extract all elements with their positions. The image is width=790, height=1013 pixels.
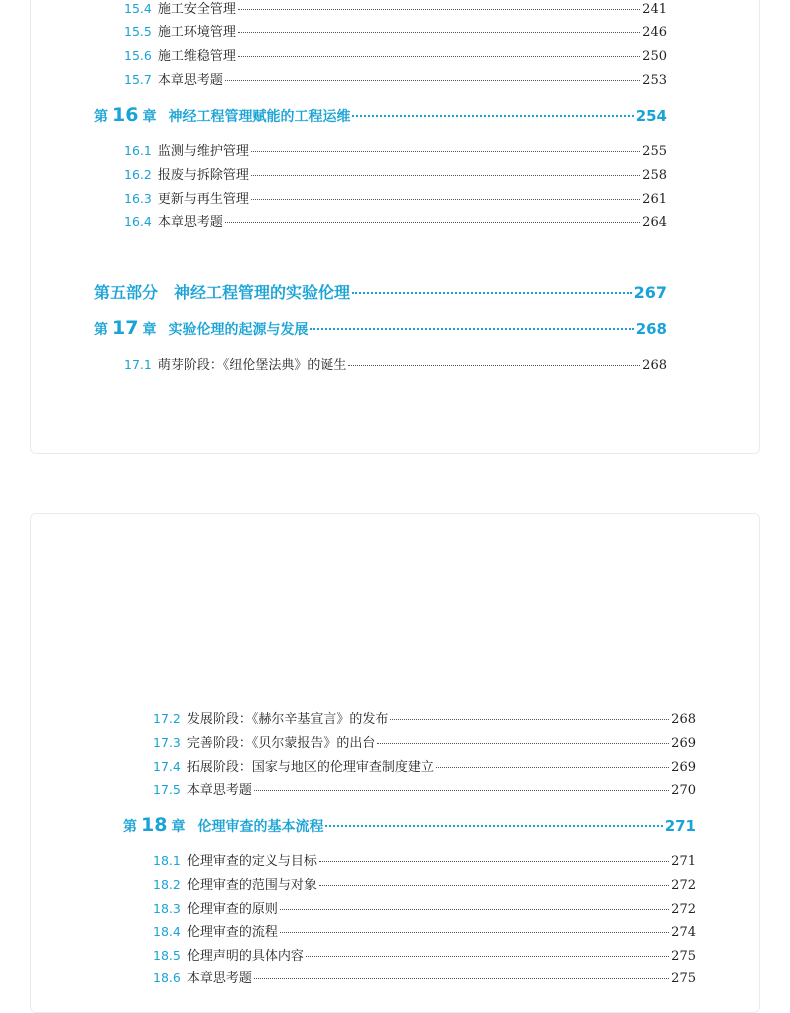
section-title: 更新与再生管理 [157,192,249,207]
dot-leader [310,328,633,330]
part-label: 第五部分 [94,283,159,302]
toc-entry-18-2[interactable] [153,876,696,894]
toc-entry-18-6[interactable] [153,969,696,987]
page-number: 254 [635,107,667,125]
chapter-prefix: 第 [123,819,137,835]
section-number: 17.4 [153,759,181,774]
section-title: 报废与拆除管理 [157,168,249,183]
dot-leader [352,292,632,294]
dot-leader [251,199,640,200]
chapter-title: 实验伦理的起源与发展 [168,322,309,338]
page-number: 268 [635,320,667,338]
toc-chapter-16[interactable] [94,103,667,127]
page-number: 264 [642,215,667,230]
page-number: 272 [671,902,696,917]
page-number: 274 [671,925,696,940]
toc-entry-15-7[interactable] [124,71,667,89]
dot-leader [225,222,640,223]
section-number: 17.5 [153,782,181,797]
page-number: 268 [642,358,667,373]
dot-leader [251,151,640,152]
section-number: 16.1 [124,143,152,158]
dot-leader [306,956,669,957]
page-number: 253 [642,73,667,88]
section-title: 伦理声明的具体内容 [186,949,304,964]
dot-leader [436,767,669,768]
section-number: 16.3 [124,191,152,206]
page-number: 269 [671,736,696,751]
dot-leader [319,885,669,886]
toc-entry-17-5[interactable] [153,781,696,799]
toc-entry-18-5[interactable] [153,947,696,965]
dot-leader [251,175,640,176]
dot-leader [238,32,640,33]
toc-entry-15-5[interactable] [124,23,667,41]
section-title: 本章思考题 [186,971,252,986]
toc-entry-16-2[interactable] [124,166,667,184]
section-title: 拓展阶段：国家与地区的伦理审查制度建立 [186,760,434,775]
toc-entry-15-4[interactable] [124,0,667,18]
chapter-prefix: 第 [94,109,108,125]
dot-leader [325,825,662,827]
section-number: 15.7 [124,72,152,87]
section-title: 伦理审查的定义与目标 [186,854,317,869]
chapter-number: 16 [112,104,139,126]
toc-entry-17-1[interactable] [124,356,667,374]
dot-leader [254,790,669,791]
dot-leader [352,115,633,117]
section-number: 17.2 [153,711,181,726]
section-number: 18.1 [153,853,181,868]
page-number: 241 [642,2,667,17]
section-title: 发展阶段：《赫尔辛基宣言》的发布 [186,712,389,727]
chapter-number: 18 [141,814,168,836]
toc-part-5[interactable] [94,280,667,306]
chapter-suffix: 章 [142,109,157,125]
section-title: 完善阶段：《贝尔蒙报告》的出台 [186,736,376,751]
section-title: 伦理审查的原则 [186,902,278,917]
dot-leader [238,56,640,57]
dot-leader [377,743,669,744]
section-number: 18.3 [153,901,181,916]
section-number: 18.4 [153,924,181,939]
toc-entry-17-2[interactable] [153,710,696,728]
page-number: 246 [642,25,667,40]
dot-leader [238,9,640,10]
toc-entry-17-3[interactable] [153,734,696,752]
section-title: 本章思考题 [157,215,223,230]
section-title: 伦理审查的范围与对象 [186,878,317,893]
dot-leader [280,909,669,910]
page-number: 272 [671,878,696,893]
section-title: 本章思考题 [157,73,223,88]
page-number: 271 [671,854,696,869]
page-number: 275 [671,949,696,964]
toc-entry-16-4[interactable] [124,213,667,231]
section-title: 萌芽阶段：《纽伦堡法典》的诞生 [157,358,347,373]
dot-leader [390,719,669,720]
section-title: 施工维稳管理 [157,49,236,64]
section-number: 17.3 [153,735,181,750]
chapter-suffix: 章 [171,819,186,835]
page-number: 275 [671,971,696,986]
page-number: 268 [671,712,696,727]
toc-entry-15-6[interactable] [124,47,667,65]
page-number: 270 [671,783,696,798]
section-title: 本章思考题 [186,783,252,798]
section-title: 监测与维护管理 [157,144,249,159]
section-number: 18.2 [153,877,181,892]
section-number: 15.4 [124,1,152,16]
section-number: 16.2 [124,167,152,182]
toc-entry-18-3[interactable] [153,900,696,918]
section-number: 16.4 [124,214,152,229]
section-title: 伦理审查的流程 [186,925,278,940]
page-number: 255 [642,144,667,159]
dot-leader [348,365,640,366]
dot-leader [225,80,640,81]
toc-chapter-18[interactable] [123,813,696,837]
section-number: 17.1 [124,357,152,372]
section-title: 施工环境管理 [157,25,236,40]
chapter-title: 伦理审查的基本流程 [197,819,324,835]
section-title: 施工安全管理 [157,2,236,17]
section-number: 15.6 [124,48,152,63]
dot-leader [319,861,669,862]
toc-entry-17-4[interactable] [153,758,696,776]
page-number: 258 [642,168,667,183]
dot-leader [280,932,669,933]
chapter-title: 神经工程管理赋能的工程运维 [168,109,351,125]
toc-entry-18-1[interactable] [153,852,696,870]
chapter-number: 17 [112,317,139,339]
page-number: 250 [642,49,667,64]
toc-entry-16-1[interactable] [124,142,667,160]
section-number: 15.5 [124,24,152,39]
part-title: 神经工程管理的实验伦理 [174,283,351,302]
section-number: 18.5 [153,948,181,963]
dot-leader [254,978,669,979]
toc-chapter-17[interactable] [94,316,667,340]
toc-entry-18-4[interactable] [153,923,696,941]
chapter-suffix: 章 [142,322,157,338]
section-number: 18.6 [153,970,181,985]
toc-entry-16-3[interactable] [124,190,667,208]
page-number: 271 [664,817,696,835]
page-number: 267 [633,283,667,302]
page-number: 269 [671,760,696,775]
page-number: 261 [642,192,667,207]
chapter-prefix: 第 [94,322,108,338]
